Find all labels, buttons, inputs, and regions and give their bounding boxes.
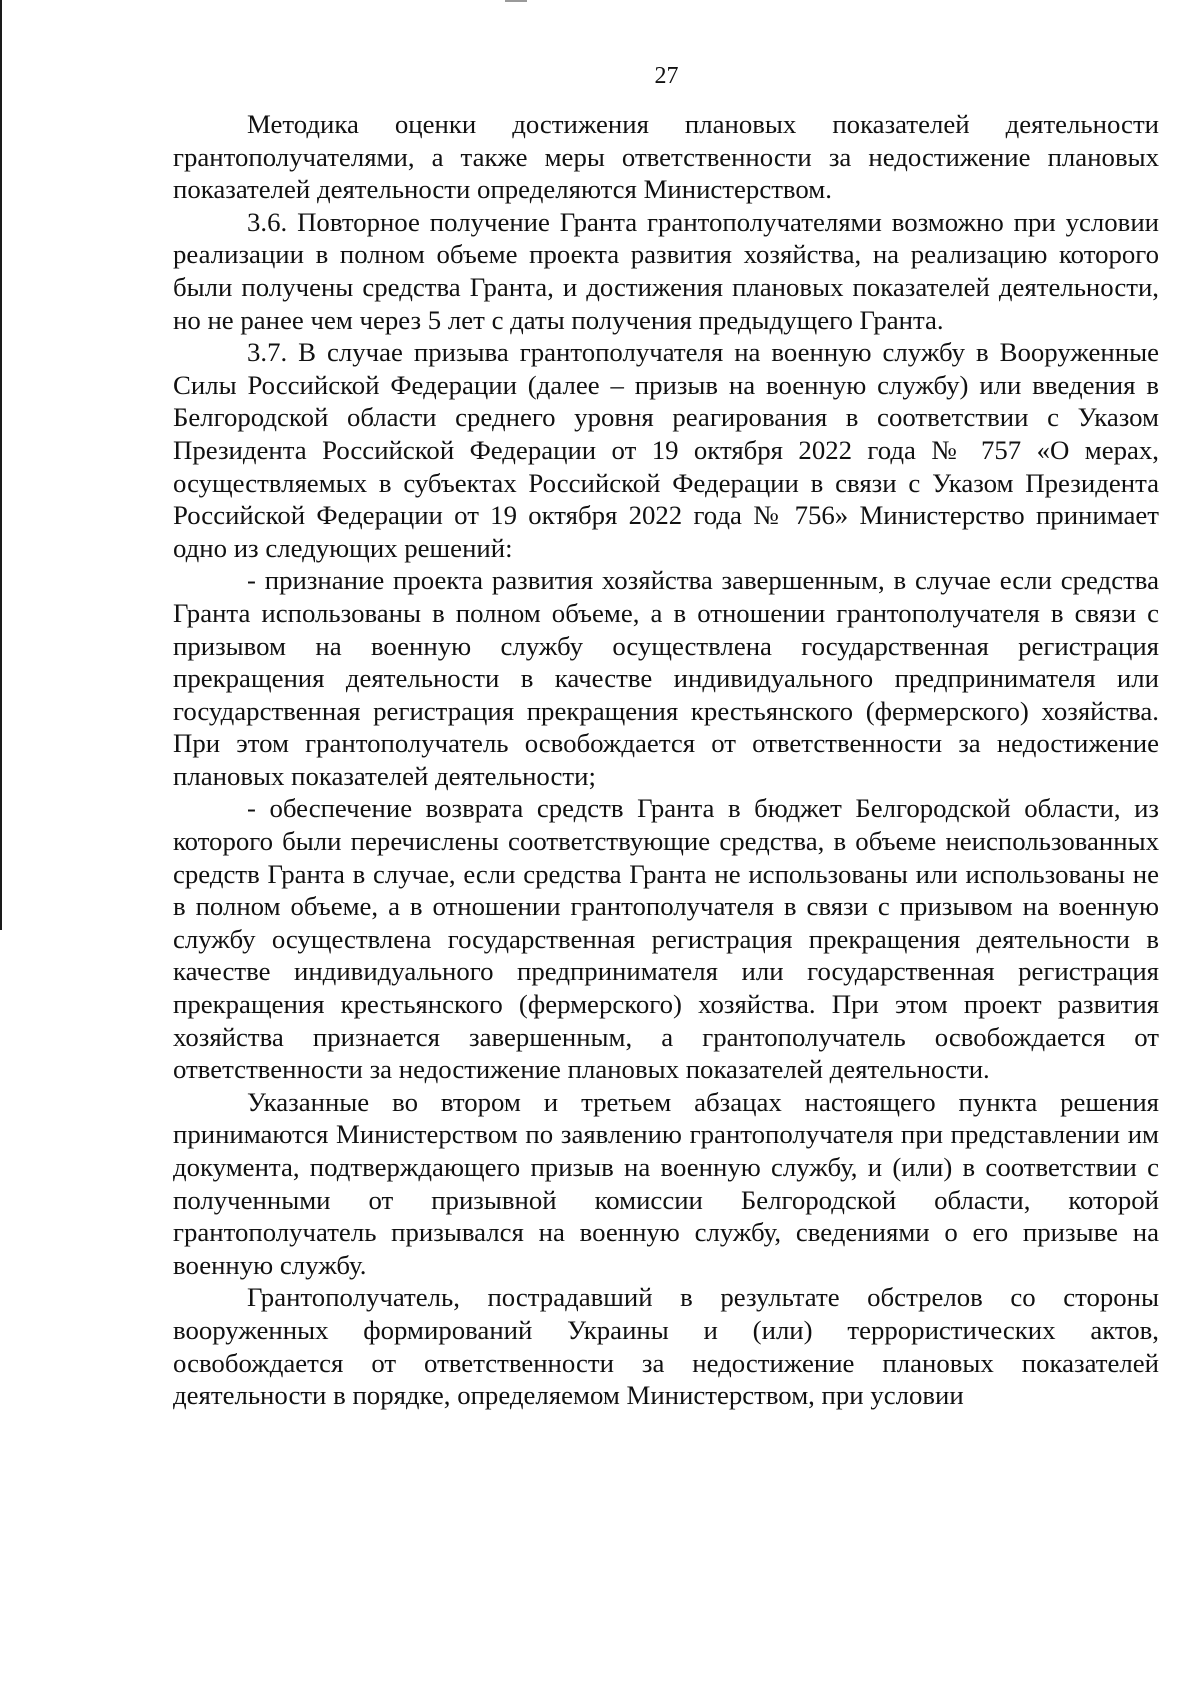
- document-body: [173, 108, 1159, 1412]
- paragraph-shelling-victims: Грантополучатель, пострадавший в результате обстрелов со стороны вооруженных формирований Украины и (или) террористических актов, освобождается от ответственности за недостижение плановых показателей деятельности в порядке, определяемом Министерством, при условии: [173, 1282, 1159, 1411]
- paragraph-3-6-repeat-grant: 3.6. Повторное получение Гранта грантополучателями возможно при условии реализации в полном объеме проекта развития хозяйства, на реализацию которого были получены средства Гранта, и достижения плановых показателей деятельности, но не ранее чем через 5 лет с даты получения предыдущего Гранта.: [173, 206, 1159, 335]
- page-number: 27: [654, 63, 679, 89]
- paragraph-decision-grant-return: - обеспечение возврата средств Гранта в бюджет Белгородской области, из которого были перечислены соответствующие средства, в объеме неиспользованных средств Гранта в случае, если средства Гранта не использованы или использованы не в полном объеме, а в отношении грантополучателя в связи с призывом на военную службу осуществлена государственная регистрация прекращения деятельности в качестве индивидуального предпринимателя или государственная регистрация прекращения крестьянского (фермерского) хозяйства. При этом проект развития хозяйства признается завершенным, а грантополучатель освобождается от ответственности за недостижение плановых показателей деятельности.: [173, 793, 1159, 1085]
- paragraph-decisions-procedure: Указанные во втором и третьем абзацах настоящего пункта решения принимаются Министерством по заявлению грантополучателя при представлении им документа, подтверждающего призыв на военную службу, и (или) в соответствии с полученными от призывной комиссии Белгородской области, которой грантополучатель призывался на военную службу, сведениями о его призыве на военную службу.: [173, 1086, 1159, 1280]
- scan-mark: [505, 0, 527, 2]
- paragraph-methodology: Методика оценки достижения плановых показателей деятельности грантополучателями, а также меры ответственности за недостижение плановых показателей деятельности определяются Министерством.: [173, 109, 1159, 205]
- paragraph-3-7-military-call: 3.7. В случае призыва грантополучателя на военную службу в Вооруженные Силы Российской Федерации (далее – призыв на военную службу) или введения в Белгородской области среднего уровня реагирования в соответствии с Указом Президента Российской Федерации от 19 октября 2022 года № 757 «О мерах, осуществляемых в субъектах Российской Федерации в связи с Указом Президента Российской Федерации от 19 октября 2022 года № 756» Министерство принимает одно из следующих решений:: [173, 337, 1159, 563]
- paragraph-decision-project-completed: - признание проекта развития хозяйства завершенным, в случае если средства Гранта использованы в полном объеме, а в отношении грантополучателя в связи с призывом на военную службу осуществлена государственная регистрация прекращения деятельности в качестве индивидуального предпринимателя или государственная регистрация прекращения крестьянского (фермерского) хозяйства. При этом грантополучатель освобождается от ответственности за недостижение плановых показателей деятельности;: [173, 565, 1159, 791]
- scan-border-line: [0, 0, 2, 930]
